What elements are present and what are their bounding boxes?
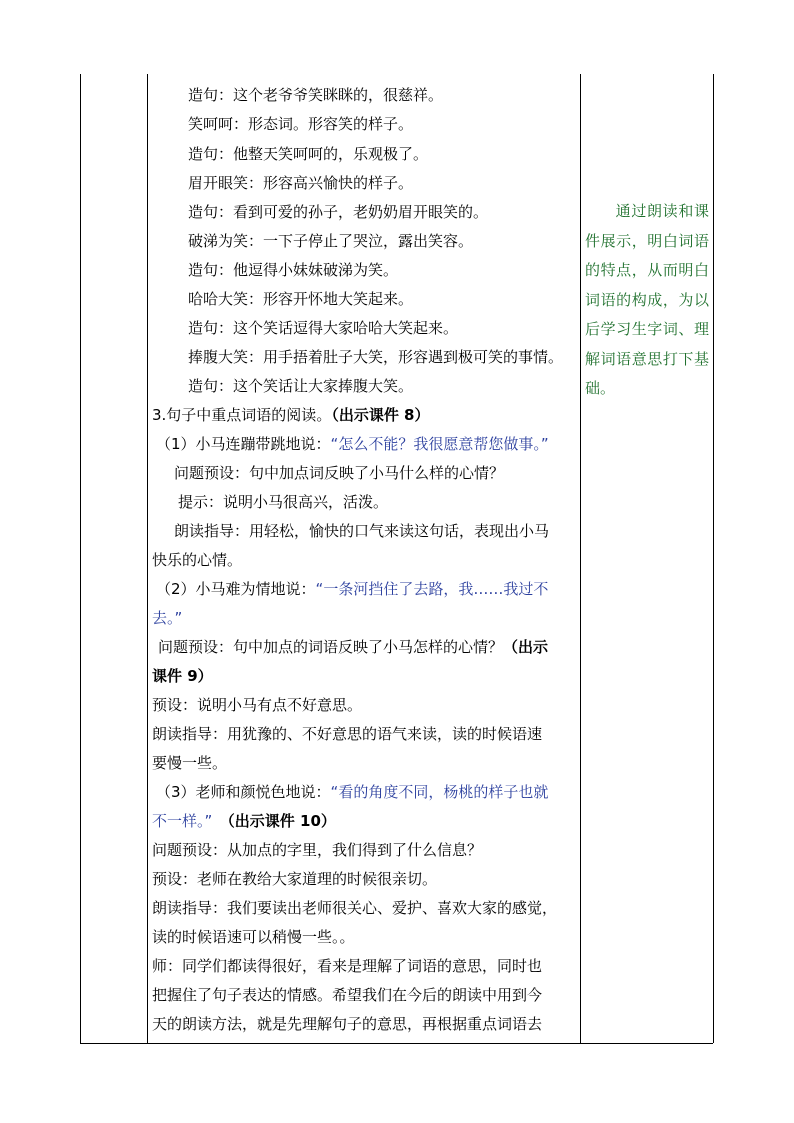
text-line: 造句：他逗得小妹妹破涕为笑。 [188,261,399,279]
text-line: 读的时候语速可以稍慢一些。。 [152,928,355,946]
text-line: 造句：这个老爷爷笑眯眯的，很慈祥。 [188,86,444,104]
text-line: 破涕为笑：一下子停止了哭泣，露出笑容。 [188,232,474,250]
table-border-bottom [80,1043,713,1044]
text-line: 把握住了句子表达的情感。希望我们在今后的朗读中用到今 [152,986,543,1004]
table-border-right [713,74,714,1043]
text-line: 提示：说明小马很高兴，活泼。 [178,493,389,511]
text-line: 造句：他整天笑呵呵的，乐观极了。 [188,145,429,163]
text-line: 笑呵呵：形态词。形容笑的样子。 [188,115,414,133]
table-border-left [80,74,81,1043]
table-border-col2 [580,74,581,1043]
text-line: 问题预设：句中加点的词语反映了小马怎样的心情？（出示 [158,638,549,656]
text-line: 预设：说明小马有点不好意思。 [152,696,363,714]
sentence-example: （1）小马连蹦带跳地说：“怎么不能？我很愿意帮您做事。” [156,435,549,453]
text-line: 捧腹大笑：用手捂着肚子大笑，形容遇到极可笑的事情。 [188,348,564,366]
text-line: 天的朗读方法，就是先理解句子的意思，再根据重点词语去 [152,1015,543,1033]
text-line: 问题预设：句中加点词反映了小马什么样的心情？ [174,464,505,482]
sentence-example: （2）小马难为情地说：“一条河挡住了去路，我……我过不 [156,580,549,598]
text-line: 问题预设：从加点的字里，我们得到了什么信息？ [152,841,483,859]
section-heading: 3.句子中重点词语的阅读。（出示课件 8） [152,406,430,424]
text-line: 眉开眼笑：形容高兴愉快的样子。 [188,174,414,192]
text-line: 快乐的心情。 [152,551,243,569]
text-line: 朗读指导：用犹豫的、不好意思的语气来读，读的时候语速 [152,725,543,743]
sentence-example: （3）老师和颜悦色地说：“看的角度不同，杨桃的样子也就 [156,783,549,801]
table-border-col1 [147,74,148,1043]
text-line: 去。” [152,609,183,627]
text-line: 朗读指导：我们要读出老师很关心、爱护、喜欢大家的感觉， [152,899,558,917]
text-line: 课件 9） [152,667,213,685]
text-line: 师：同学们都读得很好，看来是理解了词语的意思，同时也 [152,957,543,975]
text-line: 朗读指导：用轻松，愉快的口气来读这句话，表现出小马 [174,522,550,540]
text-line: 预设：老师在教给大家道理的时候很亲切。 [152,870,438,888]
text-line: 造句：这个笑话让大家捧腹大笑。 [188,377,414,395]
text-line: 不一样。” （出示课件 10） [152,812,336,830]
text-line: 造句：看到可爱的孙子，老奶奶眉开眼笑的。 [188,203,489,221]
design-intent-note: 通过朗读和课件展示，明白词语的特点，从而明白词语的构成，为以后学习生字词、理解词语意思打下基础。 [585,202,709,397]
text-line: 要慢一些。 [152,754,228,772]
text-line: 造句：这个笑话逗得大家哈哈大笑起来。 [188,319,459,337]
text-line: 哈哈大笑：形容开怀地大笑起来。 [188,290,414,308]
